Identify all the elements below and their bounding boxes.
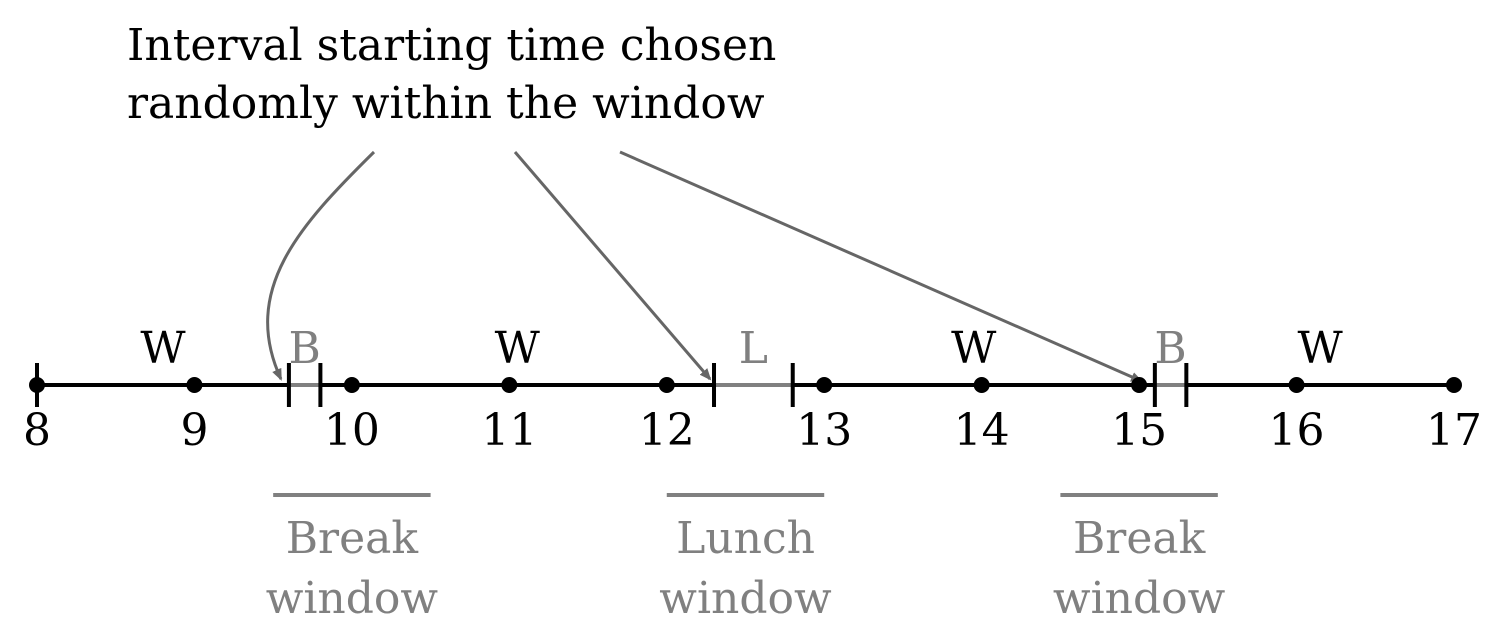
- hour-dot-9: [186, 377, 202, 393]
- annotation-arrows: [268, 152, 1141, 381]
- annotation-line-1: Interval starting time chosen: [127, 20, 777, 71]
- window-label-line2: window: [1052, 573, 1226, 624]
- hour-dot-15: [1131, 377, 1147, 393]
- hour-dot-13: [816, 377, 832, 393]
- hour-label: 8: [23, 405, 51, 456]
- hour-dot-10: [344, 377, 360, 393]
- annotation-line-2: randomly within the window: [127, 78, 765, 129]
- segment-label-work: W: [1297, 323, 1343, 374]
- segment-label-work: W: [140, 323, 186, 374]
- hour-label: 12: [638, 405, 695, 456]
- window-label-line2: window: [265, 573, 439, 624]
- hour-label: 10: [323, 405, 380, 456]
- hour-label: 14: [953, 405, 1010, 456]
- segment-label-break: B: [288, 323, 321, 374]
- hour-label: 16: [1268, 405, 1325, 456]
- hour-dot-16: [1289, 377, 1305, 393]
- window-label-line1: Break: [285, 513, 419, 564]
- window-label-line1: Lunch: [676, 513, 815, 564]
- hour-label: 15: [1111, 405, 1168, 456]
- hour-label: 11: [481, 405, 538, 456]
- segment-label-work: W: [951, 323, 997, 374]
- hour-dot-17: [1446, 377, 1462, 393]
- hour-label: 13: [796, 405, 853, 456]
- arrow-to-lunch: [515, 152, 710, 379]
- segment-label-lunch: L: [738, 323, 768, 374]
- hour-dot-8: [29, 377, 45, 393]
- segment-label-break: B: [1154, 323, 1187, 374]
- hour-dot-14: [974, 377, 990, 393]
- hour-label: 9: [180, 405, 209, 456]
- arrow-to-break-2: [620, 152, 1141, 381]
- window-label-line2: window: [659, 573, 832, 624]
- schedule-windows: [266, 495, 1226, 624]
- hour-dot-12: [659, 377, 675, 393]
- hour-label: 17: [1426, 405, 1482, 456]
- segment-label-work: W: [494, 323, 540, 374]
- hour-dot-11: [501, 377, 517, 393]
- hour-labels: [23, 405, 1482, 456]
- timeline-segments: [140, 323, 1343, 407]
- window-label-line1: Break: [1072, 513, 1206, 564]
